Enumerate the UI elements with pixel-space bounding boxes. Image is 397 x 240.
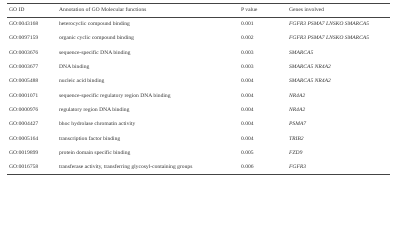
go-id-cell: GO:0001071 (9, 92, 39, 99)
go-molecular-function-table (7, 3, 390, 175)
annotation-cell: sequence-specific regulatory region DNA binding (59, 92, 171, 99)
go-id-cell: GO:0019899 (9, 149, 39, 156)
table-row (7, 46, 390, 60)
p-value-cell: 0.003 (241, 64, 254, 71)
table-row (7, 160, 390, 174)
p-value-cell: 0.005 (241, 149, 254, 156)
genes-cell: SMARCA5 (289, 49, 314, 56)
go-id-cell: GO:0005164 (9, 135, 39, 142)
genes-cell: TRIB2 (289, 135, 304, 142)
header-genes: Genes involved (287, 4, 390, 18)
p-value-cell: 0.004 (241, 121, 254, 128)
table-row (7, 32, 390, 46)
annotation-cell: DNA binding (59, 64, 90, 71)
genes-cell: SMARCA5 NR4A2 (289, 64, 331, 71)
table-row (7, 75, 390, 89)
genes-cell: NR4A2 (289, 106, 306, 113)
genes-cell: FGFR3 PSMA7 LNSKO SMARCA5 (289, 35, 370, 42)
annotation-cell: bhoc hydrolase chromatin activity (59, 121, 136, 128)
go-id-cell: GO:0000976 (9, 106, 39, 113)
p-value-cell: 0.002 (241, 35, 254, 42)
p-value-cell: 0.006 (239, 160, 287, 174)
table-row (7, 118, 390, 132)
go-id-cell: GO:0004427 (9, 121, 39, 128)
go-id-cell: GO:0005488 (9, 78, 39, 85)
annotation-cell: transcription factor binding (59, 135, 121, 142)
annotation-cell: nucleic acid binding (59, 78, 105, 85)
p-value-cell: 0.004 (241, 92, 254, 99)
table-header-row (7, 4, 390, 18)
go-id-cell: GO:0016758 (7, 160, 57, 174)
genes-cell: FZD9 (289, 149, 303, 156)
annotation-cell: sequence-specific DNA binding (59, 49, 131, 56)
table-row (7, 18, 390, 32)
annotation-cell: regulatory region DNA binding (59, 106, 130, 113)
p-value-cell: 0.003 (241, 49, 254, 56)
p-value-cell: 0.004 (241, 78, 254, 85)
annotation-cell: organic cyclic compound binding (59, 35, 134, 42)
genes-cell: SMARCA5 NR4A2 (289, 78, 331, 85)
header-annotation: Annotation of GO Molecular functions (57, 4, 239, 18)
go-id-cell: GO:0003677 (9, 64, 39, 71)
table-row (7, 146, 390, 160)
go-id-cell: GO:0097159 (9, 35, 39, 42)
genes-cell: PSMA7 (289, 121, 307, 128)
go-id-cell: GO:0043168 (9, 21, 39, 28)
table-row (7, 103, 390, 117)
genes-cell: FGFR3 PSMA7 LNSKO SMARCA5 (289, 21, 370, 28)
annotation-cell: protein domain specific binding (59, 149, 131, 156)
table-row (7, 89, 390, 103)
genes-cell: FGFR3 (287, 160, 390, 174)
header-p-value: P value (239, 4, 287, 18)
go-id-cell: GO:0003676 (9, 49, 39, 56)
genes-cell: NR4A2 (289, 92, 306, 99)
annotation-cell: transferase activity, transferring glycosyl-containing groups (57, 160, 239, 174)
table-row (7, 132, 390, 146)
p-value-cell: 0.001 (241, 21, 254, 28)
annotation-cell: heterocyclic compound binding (59, 21, 130, 28)
p-value-cell: 0.004 (241, 106, 254, 113)
p-value-cell: 0.004 (241, 135, 254, 142)
table-row (7, 60, 390, 74)
header-go-id: GO ID (7, 4, 57, 18)
